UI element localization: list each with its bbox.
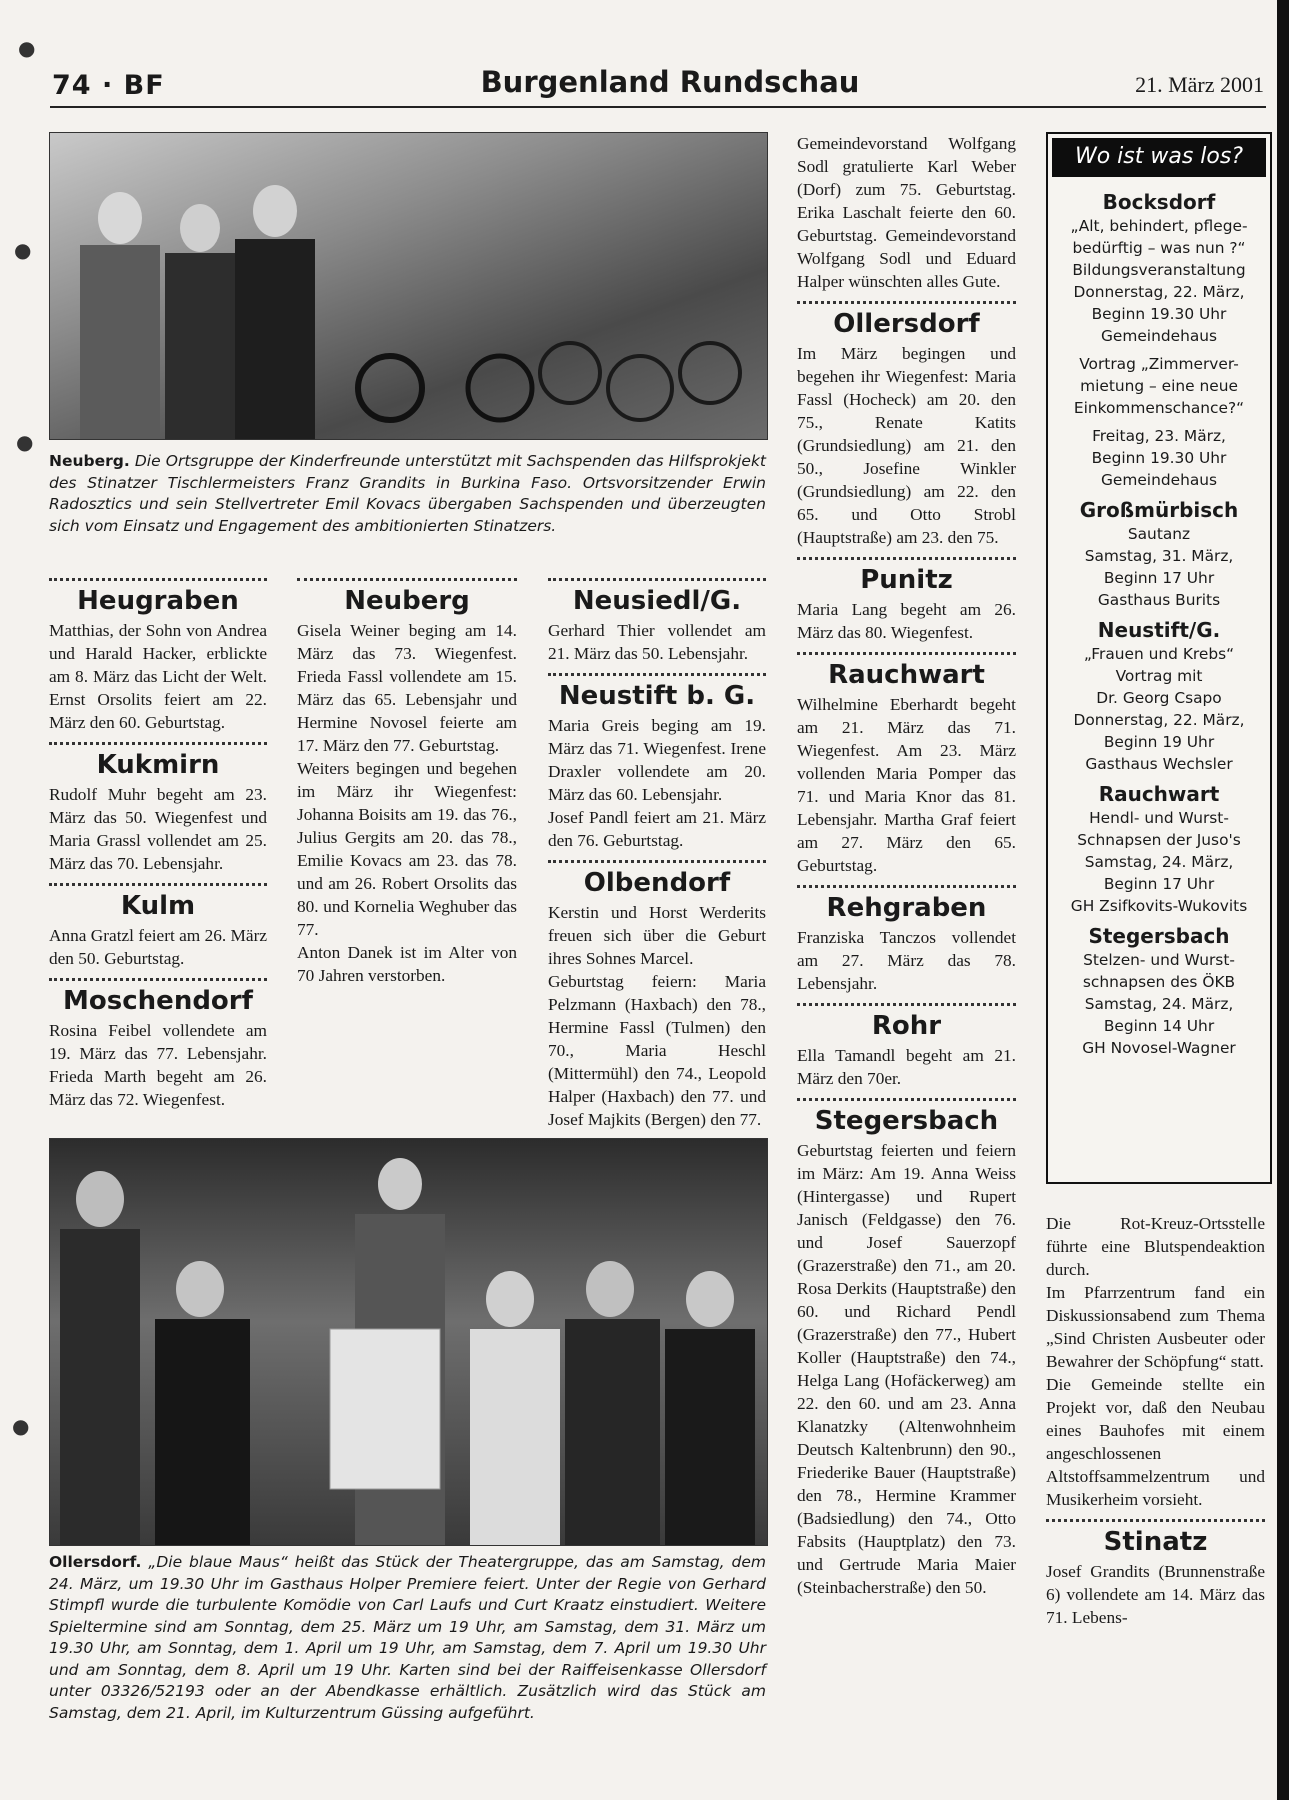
event-line: Sautanz bbox=[1127, 525, 1191, 543]
article-heading: Olbendorf bbox=[583, 868, 731, 898]
event-line: Beginn 17 Uhr bbox=[1103, 875, 1215, 893]
events-title: Wo ist was los? bbox=[1052, 138, 1266, 177]
page-number: 74 · BF bbox=[52, 70, 165, 101]
article-body: Ella Tamandl begeht am 21. März den 70er. bbox=[797, 1046, 1016, 1088]
caption-text: Die Ortsgruppe der Kinderfreunde unterstützt mit Sachspenden das Hilfsprokjekt des Stinatzer Tischlermeisters Franz Grandits in Burkina Faso. Ortsvorsitzender Erwin Radosztics und sein Stellvertreter Emil Kovacs übergaben Sachspenden und überzeugten sich vom Einsatz und Engagement des ambitionierten Stinatzers. bbox=[49, 452, 766, 535]
article-heading: Kukmirn bbox=[96, 750, 220, 780]
issue-date: 21. März 2001 bbox=[1135, 72, 1264, 97]
event-line: Freitag, 23. März, bbox=[1092, 427, 1226, 445]
article-body: Rosina Feibel vollendete am 19. März das 77. Lebensjahr. Frieda Marth begeht am 26. März das 72. Wiegenfest. bbox=[49, 1021, 267, 1109]
dotted-divider bbox=[49, 742, 267, 745]
event-line: Gasthaus Wechsler bbox=[1085, 755, 1233, 773]
photo-neuberg-illustration bbox=[50, 133, 767, 439]
photo-neuberg-donation bbox=[49, 132, 768, 440]
event-line: Donnerstag, 22. März, bbox=[1073, 283, 1245, 301]
article-body: Gemeindevorstand Wolfgang Sodl gratulierte Karl Weber (Dorf) zum 75. Geburtstag. Erika Laschalt feierte den 60. Geburtstag. Gemeindevorstand Wolfgang Sodl und Eduard Halper wünschten alles Gute. bbox=[797, 134, 1016, 291]
punch-mark-icon: ● bbox=[14, 238, 32, 262]
event-town: Stegersbach bbox=[1088, 924, 1230, 948]
event-line: Beginn 19.30 Uhr bbox=[1091, 305, 1227, 323]
article-heading: Ollersdorf bbox=[833, 309, 980, 339]
event-line: Gemeindehaus bbox=[1100, 471, 1218, 489]
event-line: GH Zsifkovits-Wukovits bbox=[1070, 897, 1248, 915]
dotted-divider bbox=[797, 1098, 1016, 1101]
events-box bbox=[1046, 132, 1272, 1184]
event-line: GH Novosel-Wagner bbox=[1082, 1039, 1236, 1057]
event-line: Samstag, 24. März, bbox=[1084, 853, 1234, 871]
column-5 bbox=[1046, 1212, 1265, 1629]
header-rule bbox=[50, 106, 1266, 108]
photo1-caption bbox=[49, 451, 766, 537]
photo2-caption bbox=[49, 1552, 766, 1724]
article-body: Weiters begingen und begehen im März ihr Wiegenfest: Johanna Boisits am 19. das 76., Julius Gergits am 20. das 78., Emilie Kovacs am 23. das 78. und am 26. Robert Orsolits das 80. und Kornelia Weghuber das 77. bbox=[297, 759, 517, 939]
event-line: „Frauen und Krebs“ bbox=[1083, 645, 1235, 663]
article-heading: Neusiedl/G. bbox=[572, 586, 742, 616]
article-body: Geburtstag feierten und feiern im März: Am 19. Anna Weiss (Hintergasse) und Rupert Janisch (Feldgasse) den 76. und Josef Sauerzopf (Grazerstraße) den 71., am 20. Rosa Derkits (Hauptstraße) den 60. und Richard Pendl (Grazerstraße) den 77., Hubert Koller (Hauptstraße) den 74., Helga Lang (Hofäckerweg) am 22. den 60. und am 23. Anna Klanatzky (Altenwohnheim Deutsch Kaltenbrunn) den 90., Friederike Bauer (Hauptstraße) den 78., Hermine Krammer (Badsiedlung) den 74., Otto Fabsits (Hauptplatz) den 73. und Gertrude Maria Maier (Steinbacherstraße) den 50. bbox=[797, 1141, 1016, 1597]
dotted-divider bbox=[297, 578, 517, 581]
dotted-divider bbox=[49, 578, 267, 581]
article-body: Josef Grandits (Brunnenstraße 6) vollendete am 14. März das 71. Lebens- bbox=[1046, 1562, 1265, 1627]
event-line: Gasthaus Burits bbox=[1097, 591, 1221, 609]
dotted-divider bbox=[797, 1003, 1016, 1006]
article-heading: Rauchwart bbox=[828, 660, 985, 690]
caption-place: Ollersdorf. bbox=[49, 1553, 142, 1571]
article-body: Geburtstag feiern: Maria Pelzmann (Haxbach) den 78., Hermine Fassl (Tulmen) den 70., Maria Heschl (Mittermühl) den 74., Leopold Halper (Haxbach) den 77. und Josef Majkits (Bergen) den 77. bbox=[548, 972, 766, 1129]
event-line: Gemeindehaus bbox=[1100, 327, 1218, 345]
event-line: Beginn 19.30 Uhr bbox=[1091, 449, 1227, 467]
punch-mark-icon: ● bbox=[16, 430, 34, 454]
event-line: mietung – eine neue bbox=[1080, 377, 1238, 395]
article-heading: Heugraben bbox=[77, 586, 239, 616]
event-line: Dr. Georg Csapo bbox=[1096, 689, 1222, 707]
event-line: Stelzen- und Wurst- bbox=[1083, 951, 1235, 969]
column-2 bbox=[297, 570, 517, 987]
event-line: bedürftig – was nun ?“ bbox=[1072, 239, 1246, 257]
article-body: Rudolf Muhr begeht am 23. März das 50. Wiegenfest und Maria Grassl vollendet am 25. März das 70. Lebensjahr. bbox=[49, 785, 267, 873]
article-body: Wilhelmine Eberhardt begeht am 21. März das 71. Wiegenfest. Am 23. März vollenden Maria Pomper das 71. und Maria Knor das 81. Lebensjahr. Martha Graf feiert am 27. März den 65. Geburtstag. bbox=[797, 695, 1016, 875]
event-town: Bocksdorf bbox=[1102, 190, 1216, 214]
article-body: Kerstin und Horst Werderits freuen sich über die Geburt ihres Sohnes Marcel. bbox=[548, 903, 766, 968]
dotted-divider bbox=[797, 885, 1016, 888]
article-heading: Neuberg bbox=[344, 586, 470, 616]
event-line: Samstag, 24. März, bbox=[1084, 995, 1234, 1013]
punch-mark-icon: ● bbox=[18, 36, 36, 60]
caption-text: „Die blaue Maus“ heißt das Stück der Theatergruppe, das am Samstag, dem 24. März, um 19.30 Uhr im Gasthaus Holper Premiere feiert. Unter der Regie von Gerhard Stimpfl wurde die turbulente Komödie von Carl Laufs und Curt Kraatz einstudiert. Weitere Spieltermine sind am Sonntag, dem 25. März um 19 Uhr, am Samstag, dem 31. März um 19.30 Uhr, am Sonntag, dem 1. April um 19 Uhr, am Samstag, dem 7. April um 19.30 Uhr und am Sonntag, dem 8. April um 19 Uhr. Karten sind bei der Raiffeisenkasse Ollersdorf unter 03326/52193 oder an der Abendkasse erhältlich. Zusätzlich wird das Stück am Samstag, dem 21. April, im Kulturzentrum Güssing aufgeführt. bbox=[49, 1553, 766, 1722]
dotted-divider bbox=[548, 673, 766, 676]
dotted-divider bbox=[49, 978, 267, 981]
events-list bbox=[1048, 177, 1270, 1065]
event-line: Vortrag mit bbox=[1115, 667, 1203, 685]
newspaper-title: Burgenland Rundschau bbox=[480, 65, 860, 99]
article-heading: Neustift b. G. bbox=[558, 681, 756, 711]
article-body: Im März begingen und begehen ihr Wiegenfest: Maria Fassl (Hocheck) am 20. den 75., Renate Katits (Grundsiedlung) am 21. den 50., Josefine Winkler (Grundsiedlung) am 22. den 65. und Otto Strobl (Hauptstraße) am 23. den 75. bbox=[797, 344, 1016, 547]
event-line: schnapsen des ÖKB bbox=[1082, 973, 1236, 991]
article-body: Josef Pandl feiert am 21. März den 76. Geburtstag. bbox=[548, 808, 766, 850]
article-body: Die Gemeinde stellte ein Projekt vor, daß den Neubau eines Bauhofes mit einem angeschlossenen Altstoffsammelzentrum und Musikerheim vorsieht. bbox=[1046, 1375, 1265, 1509]
dotted-divider bbox=[548, 860, 766, 863]
article-heading: Stinatz bbox=[1103, 1527, 1208, 1557]
article-body: Die Rot-Kreuz-Ortsstelle führte eine Blutspendeaktion durch. bbox=[1046, 1214, 1265, 1279]
column-4 bbox=[797, 132, 1016, 1599]
article-body: Im Pfarrzentrum fand ein Diskussionsabend zum Thema „Sind Christen Ausbeuter oder Bewahrer der Schöpfung“ statt. bbox=[1046, 1283, 1265, 1371]
event-line: Samstag, 31. März, bbox=[1084, 547, 1234, 565]
article-body: Matthias, der Sohn von Andrea und Harald Hacker, erblickte am 8. März das Licht der Welt. Ernst Orsolits feiert am 22. März den 60. Geburtstag. bbox=[49, 621, 267, 732]
dotted-divider bbox=[548, 578, 766, 581]
event-line: Donnerstag, 22. März, bbox=[1073, 711, 1245, 729]
article-body: Maria Lang begeht am 26. März das 80. Wiegenfest. bbox=[797, 600, 1016, 642]
event-town: Großmürbisch bbox=[1079, 498, 1239, 522]
article-heading: Rehgraben bbox=[826, 893, 987, 923]
article-heading: Rohr bbox=[871, 1011, 942, 1041]
punch-mark-icon: ● bbox=[12, 1414, 30, 1438]
article-body: Gisela Weiner beging am 14. März das 73. Wiegenfest. Frieda Fassl vollendete am 15. März das 65. Lebensjahr und Hermine Novosel feierte am 17. März den 77. Geburtstag. bbox=[297, 621, 517, 755]
dotted-divider bbox=[797, 557, 1016, 560]
dotted-divider bbox=[49, 883, 267, 886]
article-heading: Stegersbach bbox=[814, 1106, 999, 1136]
event-line: Vortrag „Zimmerver- bbox=[1079, 355, 1239, 373]
event-line: Beginn 19 Uhr bbox=[1103, 733, 1215, 751]
article-body: Anton Danek ist im Alter von 70 Jahren verstorben. bbox=[297, 943, 517, 985]
column-3 bbox=[548, 570, 766, 1131]
photo-ollersdorf-theatre-group bbox=[49, 1138, 768, 1546]
dotted-divider bbox=[797, 652, 1016, 655]
dotted-divider bbox=[797, 301, 1016, 304]
event-line: Schnapsen der Juso's bbox=[1077, 831, 1241, 849]
event-line: „Alt, behindert, pflege- bbox=[1070, 217, 1248, 235]
event-line: Einkommenschance?“ bbox=[1073, 399, 1245, 417]
event-line: Hendl- und Wurst- bbox=[1089, 809, 1229, 827]
article-heading: Moschendorf bbox=[63, 986, 253, 1016]
article-body: Maria Greis beging am 19. März das 71. Wiegenfest. Irene Draxler vollendete am 20. März das 60. Lebensjahr. bbox=[548, 716, 766, 804]
dotted-divider bbox=[1046, 1519, 1265, 1522]
article-heading: Kulm bbox=[120, 891, 196, 921]
article-heading: Punitz bbox=[860, 565, 953, 595]
article-body: Franziska Tanczos vollendet am 27. März das 78. Lebensjahr. bbox=[797, 928, 1016, 993]
caption-place: Neuberg. bbox=[49, 452, 130, 470]
event-line: Bildungsveranstaltung bbox=[1072, 261, 1246, 279]
event-town: Neustift/G. bbox=[1097, 618, 1221, 642]
article-body: Anna Gratzl feiert am 26. März den 50. Geburtstag. bbox=[49, 926, 267, 968]
article-body: Gerhard Thier vollendet am 21. März das 50. Lebensjahr. bbox=[548, 621, 766, 663]
event-line: Beginn 17 Uhr bbox=[1103, 569, 1215, 587]
photo-ollersdorf-illustration bbox=[50, 1139, 767, 1545]
event-line: Beginn 14 Uhr bbox=[1103, 1017, 1215, 1035]
page-edge-shadow bbox=[1277, 0, 1289, 1800]
event-town: Rauchwart bbox=[1098, 782, 1220, 806]
column-1 bbox=[49, 570, 267, 1111]
